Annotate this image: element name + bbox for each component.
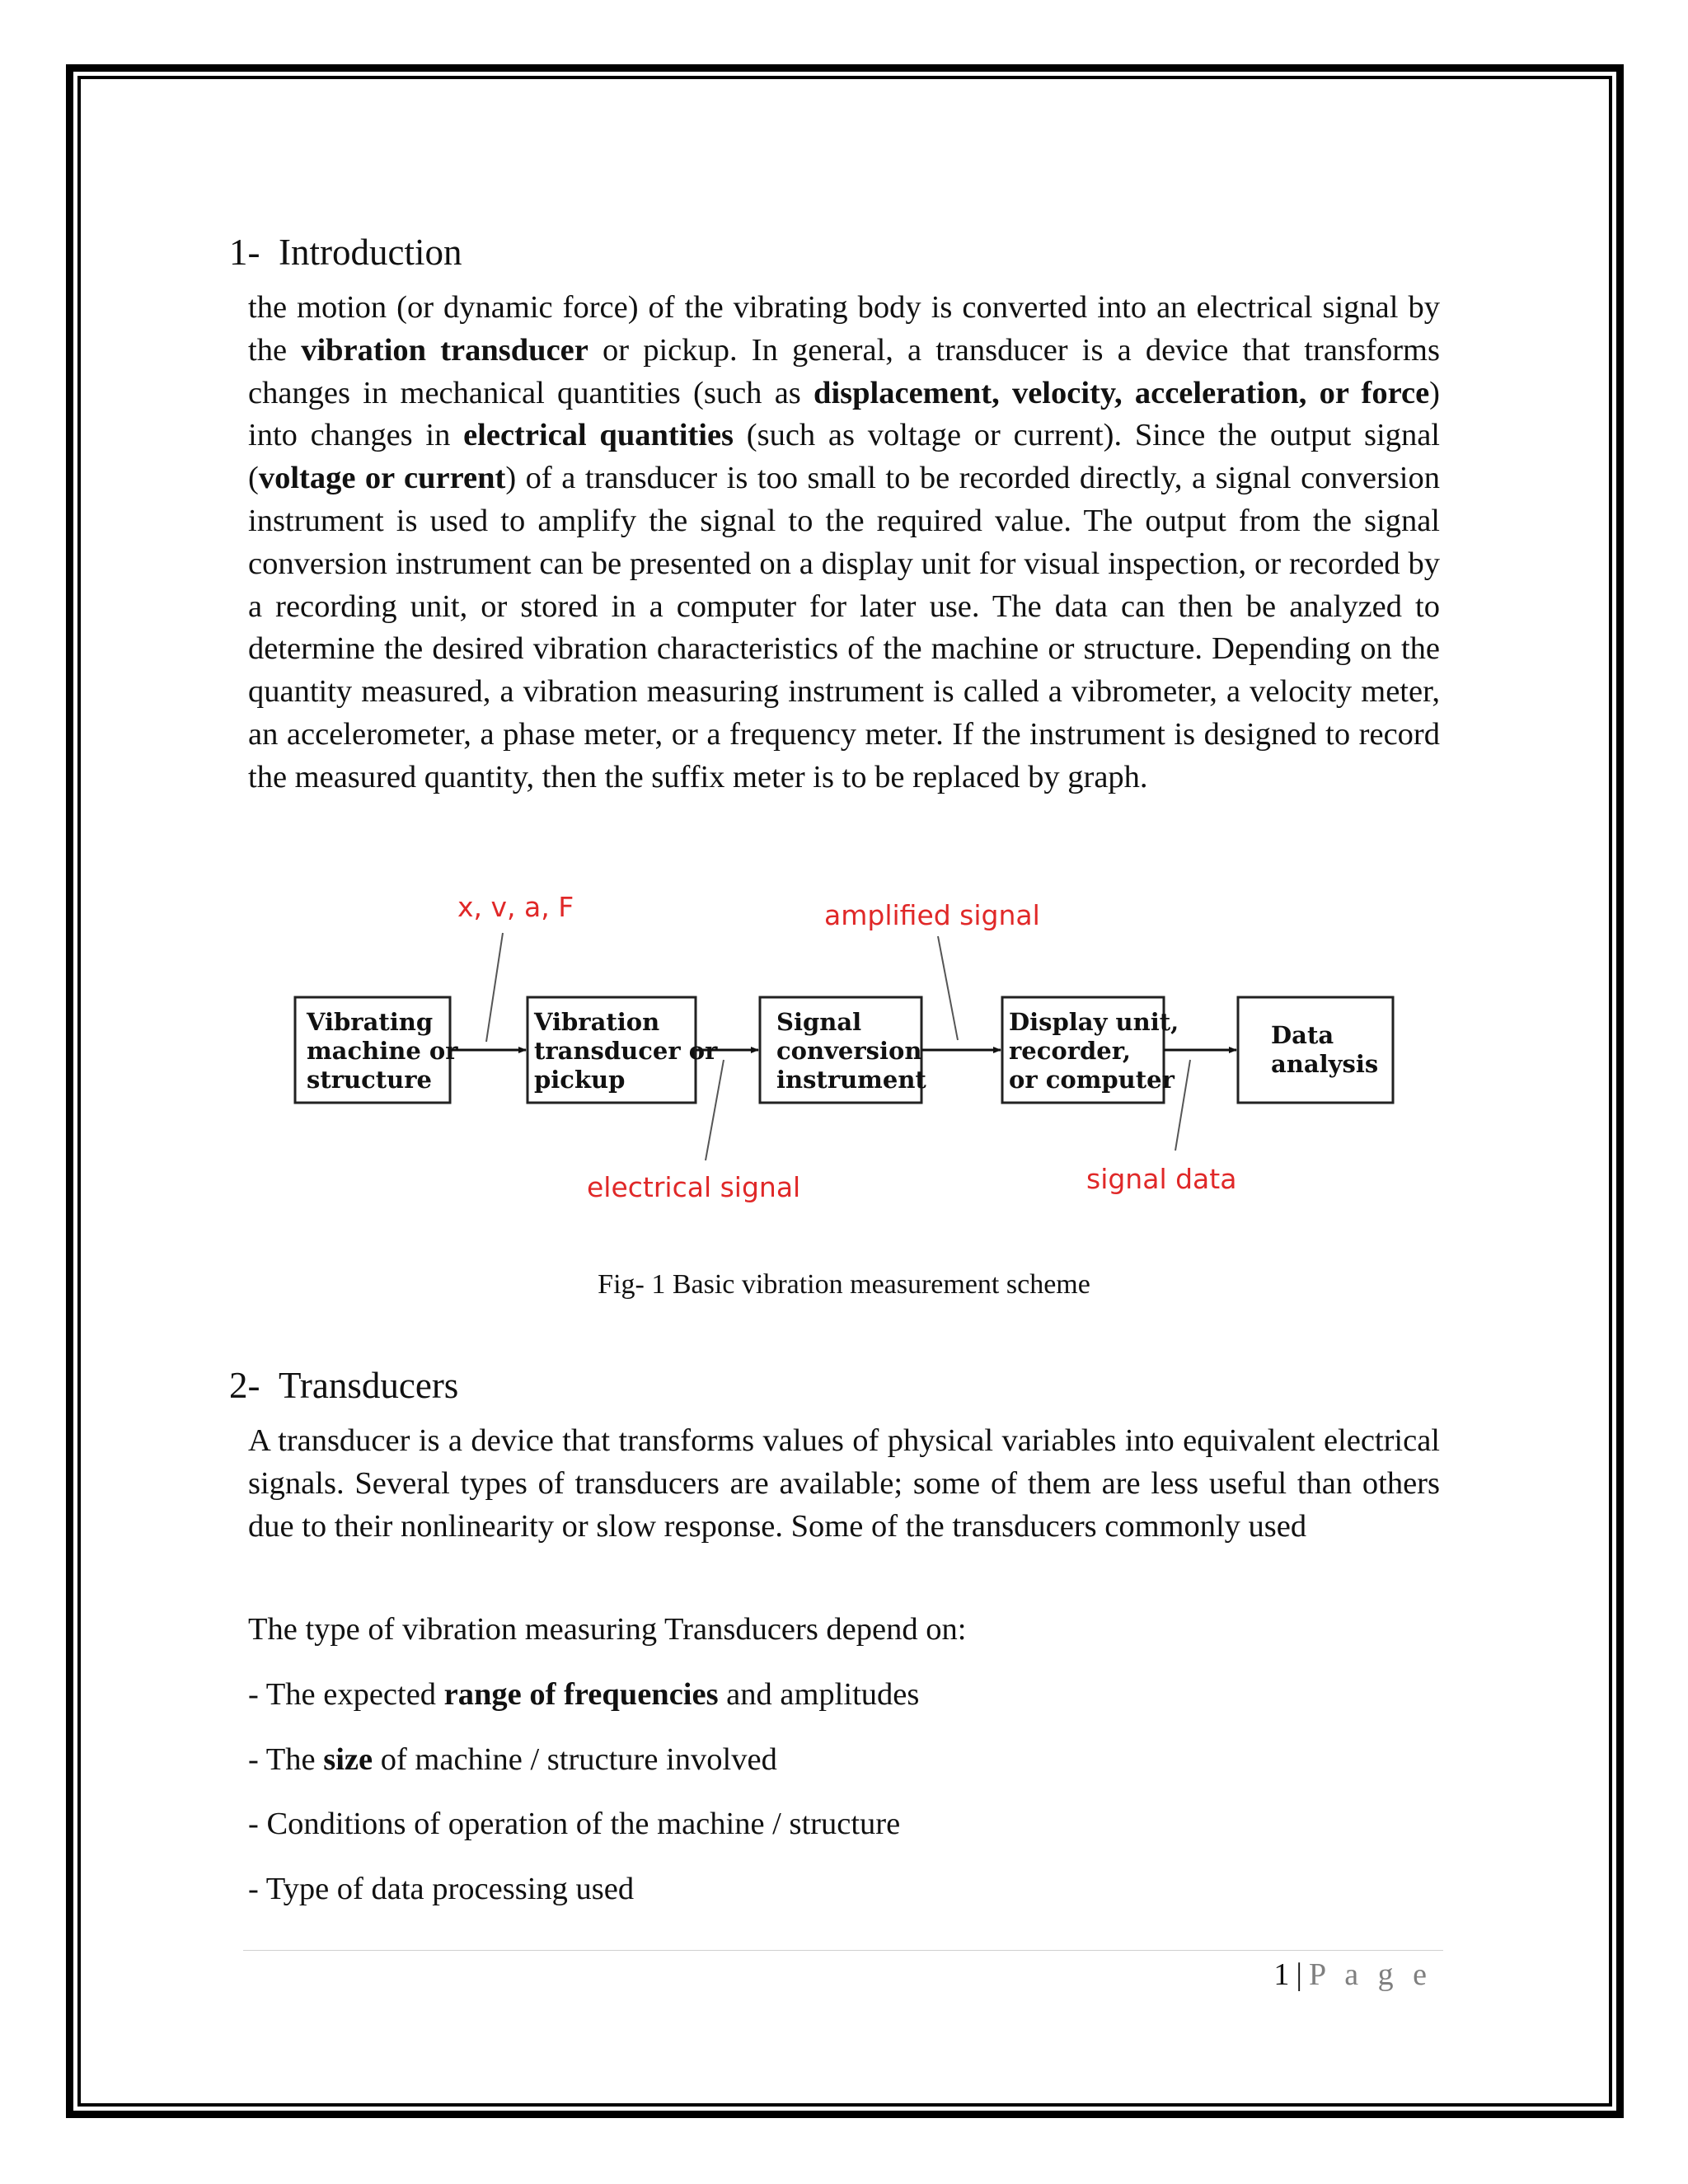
page-number: 1 [1273,1957,1290,1992]
list-item: - The size of machine / structure involved [248,1742,777,1777]
box-3-line-3: instrument [776,1066,926,1094]
box-4-line-3: or computer [1009,1066,1175,1094]
box-2-line-2: transducer or [534,1037,718,1065]
leader-input [486,933,503,1042]
leader-amplified [938,936,958,1040]
box-2-line-3: pickup [534,1066,626,1094]
list-item: - Conditions of operation of the machine / structure [248,1807,901,1841]
box-3-line-2: conversion [776,1037,922,1065]
depend-intro: The type of vibration measuring Transducers depend on: [248,1612,967,1647]
label-amplified-signal: amplified signal [824,899,1040,931]
label-signal-data: signal data [1086,1163,1237,1195]
figure-caption: Fig- 1 Basic vibration measurement scheme [598,1269,1090,1300]
box-3-line-1: Signal [776,1008,862,1036]
section-1-number: 1- [229,232,260,273]
box-4-line-1: Display unit, [1009,1008,1179,1036]
section-2-title: Transducers [279,1365,459,1406]
section-1-paragraph: the motion (or dynamic force) of the vibrating body is converted into an electrical signal by the vibration transducer or pickup. In general, a transducer is a device that transforms changes in mechanical quantities (such as displacement, velocity, acceleration, or force) into changes in electrical quantities (such as voltage or current). Since the output signal (voltage or current) of a transducer is too small to be recorded directly, a signal conversion instrument is used to amplify the signal to the required value. The output from the signal conversion instrument can be presented on a display unit for visual inspection, or recorded by a recording unit, or stored in a computer for later use. The data can then be analyzed to determine the desired vibration characteristics of the machine or structure. Depending on the quantity measured, a vibration measuring instrument is called a vibrometer, a velocity meter, an accelerometer, a phase meter, or a frequency meter. If the instrument is designed to record the measured quantity, then the suffix meter is to be replaced by graph. [248,290,1440,794]
box-2-line-1: Vibration [534,1008,660,1036]
list-item: - The expected range of frequencies and amplitudes [248,1677,920,1712]
list-item: - Type of data processing used [248,1872,635,1906]
box-4-line-2: recorder, [1009,1037,1132,1065]
section-2-heading [229,1364,458,1407]
leader-signal-data [1175,1060,1190,1151]
box-5-line-1: Data [1271,1021,1334,1049]
section-2-paragraph: A transducer is a device that transforms values of physical variables into equivalent electrical signals. Several types of transducers are available; some of them are less useful than others due to their nonlinearity or slow response. Some of the transducers commonly used [248,1423,1440,1544]
section-1-title: Introduction [279,232,462,273]
leader-electrical [706,1060,724,1160]
footer-divider [243,1950,1443,1951]
box-1-line-2: machine or [307,1037,458,1065]
label-electrical-signal: electrical signal [587,1171,801,1203]
box-1-line-3: structure [307,1066,432,1094]
box-5-line-2: analysis [1271,1050,1379,1078]
page-footer [1273,1957,1432,1993]
footer-separator: | [1296,1957,1303,1992]
page-word: P a g e [1309,1957,1432,1992]
label-input-quantities: x, v, a, F [457,891,574,923]
box-1-line-1: Vibrating [307,1008,434,1036]
section-2-number: 2- [229,1365,260,1406]
